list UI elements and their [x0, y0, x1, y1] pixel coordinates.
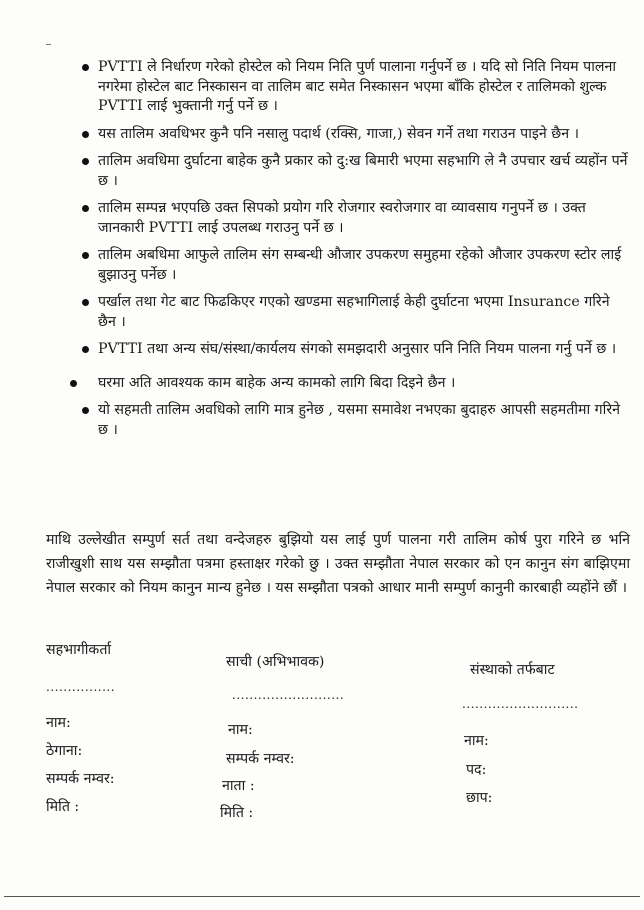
participant-heading: सहभागीकर्ता: [46, 642, 112, 658]
participant-contact-label: सम्पर्क नम्वर:: [46, 771, 115, 787]
rules-list: [78, 58, 630, 448]
bullet-icon: [82, 205, 89, 212]
rule-item: [78, 293, 630, 332]
bullet-icon: [82, 299, 89, 306]
rule-text: PVTTI ले निर्धारण गरेको होस्टेल को नियम निति पुर्ण पालाना गर्नुपर्ने छ । यदि सो निति नियम पालना नगरेमा होस्टेल बाट निस्कासन वा तालिम बाट समेत निस्कासन भएमा बाँकि होस्टेल र तालिमको शुल्क PVTTI लाई भुक्तानी गर्नु पर्ने छ ।: [98, 59, 617, 114]
institution-heading: संस्थाको तर्फबाट: [470, 662, 555, 678]
witness-date-label: मिति :: [220, 805, 254, 821]
institution-position-label: पद:: [466, 762, 487, 778]
rule-item: [78, 401, 630, 440]
bullet-icon: [82, 252, 89, 259]
rule-item: [78, 58, 630, 117]
participant-signature-line: ................: [46, 680, 116, 694]
rule-text: यो सहमती तालिम अवधिको लागि मात्र हुनेछ , यसमा समावेश नभएका बुदाहरु आपसी सहमतीमा गरिने छ ।: [98, 402, 621, 438]
bullet-icon: [82, 131, 89, 138]
participant-date-label: मिति :: [46, 799, 80, 815]
participant-name-label: नाम:: [46, 715, 71, 731]
witness-name-label: नाम:: [228, 722, 253, 738]
rule-item: [78, 246, 630, 285]
rule-text: पर्खाल तथा गेट बाट फिढकिएर गएको खण्डमा सहभागिलाई केही दुर्घाटना भएमा Insurance गरिने छैन ।: [98, 294, 610, 330]
bullet-icon: [82, 64, 89, 71]
bullet-icon: [82, 346, 89, 353]
rule-item: [78, 152, 630, 191]
witness-contact-label: सम्पर्क नम्वर:: [226, 751, 295, 767]
rule-text: यस तालिम अवधिभर कुनै पनि नसालु पदार्थ (रक्सि, गाजा,) सेवन गर्ने तथा गराउन पाइने छैन ।: [98, 125, 579, 142]
participant-address-label: ठेगाना:: [46, 743, 83, 759]
rule-text: PVTTI तथा अन्य संघ/संस्था/कार्यलय संगको समझदारी अनुसार पनि निति नियम पालना गर्नु पर्ने छ ।: [98, 341, 617, 357]
rule-item: [78, 340, 630, 360]
rule-text: तालिम अबधिमा आफुले तालिम संग सम्बन्धी औजार उपकरण समुहमा रहेको औजार उपकरण स्टोर लाई बुझाउनु पर्नेछ ।: [98, 247, 622, 283]
institution-seal-label: छाप:: [466, 790, 493, 806]
institution-signature-line: ...........................: [462, 697, 579, 711]
witness-signature-line: ..........................: [232, 688, 345, 702]
bullet-icon: [82, 407, 89, 414]
rule-text: तालिम सम्पन्न भएपछि उक्त सिपको प्रयोग गरि रोजगार स्वरोजगार वा व्यावसाय गनुपर्ने छ । उक्त जानकारी PVTTI लाई उपलब्ध गराउनु पर्ने छ ।: [98, 200, 586, 236]
witness-heading: साची (अभिभावक): [226, 654, 325, 670]
rule-text: तालिम अवधिमा दुर्घाटना बाहेक कुनै प्रकार को दु:ख बिमारी भएमा सहभागि ले नै उपचार खर्च व्यहोंन पर्ने छ ।: [98, 153, 628, 189]
declaration-paragraph: माथि उल्लेखीत सम्पुर्ण सर्त तथा वन्देजहरु बुझियो यस लाई पुर्ण पालना गरी तालिम कोर्ष पुरा गरिने छ भनि राजीखुशी साथ यस सम्झौता पत्रमा हस्ताक्षर गरेको छु । उक्त सम्झौता नेपाल सरकार को एन कानुन संग बाझिएमा नेपाल सरकार को नियम कानुन मान्य हुनेछ । यस सम्झौता पत्रको आधार मानी सम्पुर्ण कानुनी कारबाही व्यहोंने छौं ।: [46, 532, 630, 596]
rule-item: [78, 199, 630, 238]
bullet-icon: [70, 380, 77, 387]
bottom-border-line: [4, 896, 640, 897]
bullet-icon: [82, 158, 89, 165]
witness-relation-label: नाता :: [222, 778, 255, 794]
institution-name-label: नाम:: [464, 733, 489, 749]
rule-text: घरमा अति आवश्यक काम बाहेक अन्य कामको लागि बिदा दिइने छैन ।: [98, 374, 456, 391]
rule-item: [78, 125, 630, 145]
scan-mark: [46, 44, 51, 45]
rule-item: [78, 374, 630, 394]
